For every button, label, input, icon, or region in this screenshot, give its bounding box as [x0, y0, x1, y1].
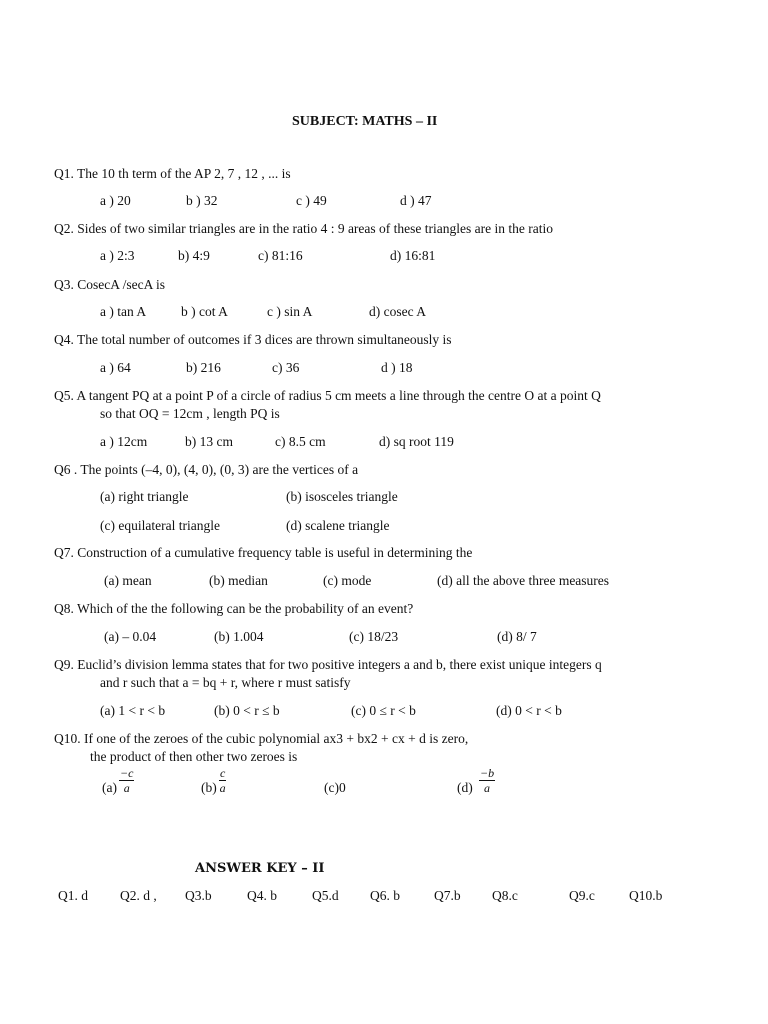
answer-item: Q8.c — [492, 888, 518, 903]
answer-item: Q3.b — [185, 888, 212, 903]
question-option: b ) 32 — [186, 193, 218, 208]
answer-item: Q7.b — [434, 888, 461, 903]
question-option: (b) 1.004 — [214, 629, 264, 644]
question-option: d) cosec A — [369, 304, 426, 319]
question-option: a ) 20 — [100, 193, 131, 208]
question-option: d ) 18 — [381, 360, 413, 375]
answer-item: Q1. d — [58, 888, 88, 903]
question-option: d) sq root 119 — [379, 434, 454, 449]
question-option: d ) 47 — [400, 193, 432, 208]
question-option: b ) cot A — [181, 304, 228, 319]
question-option: (b) — [201, 780, 217, 795]
question-text-continued: so that OQ = 12cm , length PQ is — [100, 406, 280, 421]
fraction-denominator: a — [219, 781, 226, 795]
answer-item: Q2. d , — [120, 888, 157, 903]
answer-item: Q6. b — [370, 888, 400, 903]
question-text: Q6 . The points (–4, 0), (4, 0), (0, 3) are the vertices of a — [54, 462, 359, 477]
question-option: (c) 0 ≤ r < b — [351, 703, 416, 718]
question-option: (c) equilateral triangle — [100, 518, 220, 533]
question-option: (d) 0 < r < b — [496, 703, 562, 718]
answer-item: Q4. b — [247, 888, 277, 903]
question-text: Q1. The 10 th term of the AP 2, 7 , 12 , ... is — [54, 166, 291, 181]
question-option: (c)0 — [324, 780, 346, 795]
page-title: SUBJECT: MATHS – II — [292, 114, 438, 129]
fraction — [219, 767, 226, 794]
question-option: (d) all the above three measures — [437, 573, 610, 588]
question-option: b) 4:9 — [178, 248, 210, 263]
answer-item: Q9.c — [569, 888, 595, 903]
question-option: (c) 18/23 — [349, 629, 399, 644]
question-text: Q10. If one of the zeroes of the cubic polynomial ax3 + bx2 + cx + d is zero, — [54, 731, 469, 746]
question-text: Q4. The total number of outcomes if 3 dices are thrown simultaneously is — [54, 332, 452, 347]
question-option: a ) tan A — [100, 304, 147, 319]
question-option: (a) – 0.04 — [104, 629, 157, 644]
question-option: c) 8.5 cm — [275, 434, 326, 449]
question-option: c) 81:16 — [258, 248, 303, 263]
question-option: (a) right triangle — [100, 489, 189, 504]
question-option: (d) 8/ 7 — [497, 629, 537, 644]
question-option: c) 36 — [272, 360, 300, 375]
question-text-continued: and r such that a = bq + r, where r must satisfy — [100, 675, 351, 690]
question-option: b) 216 — [186, 360, 221, 375]
question-option: a ) 12cm — [100, 434, 148, 449]
fraction-numerator: −c — [120, 766, 134, 780]
question-text: Q2. Sides of two similar triangles are in the ratio 4 : 9 areas of these triangles are in the ratio — [54, 221, 553, 236]
question-option: (a) 1 < r < b — [100, 703, 166, 718]
question-option: (d) — [457, 780, 473, 795]
question-option: (b) median — [209, 573, 268, 588]
fraction — [119, 767, 134, 794]
question-option: (c) mode — [323, 573, 372, 588]
question-option: a ) 64 — [100, 360, 131, 375]
fraction-denominator: a — [484, 781, 491, 795]
question-option: b) 13 cm — [185, 434, 233, 449]
question-option: d) 16:81 — [390, 248, 436, 263]
fraction-numerator: −b — [480, 766, 495, 780]
answer-item: Q5.d — [312, 888, 339, 903]
fraction-numerator: c — [220, 766, 226, 780]
question-option: (b) isosceles triangle — [286, 489, 398, 504]
answer-item: Q10.b — [629, 888, 663, 903]
fraction-denominator: a — [123, 781, 130, 795]
question-option: c ) sin A — [267, 304, 313, 319]
question-text: Q9. Euclid’s division lemma states that for two positive integers a and b, there exist unique integers q — [54, 657, 602, 672]
question-option: (b) 0 < r ≤ b — [214, 703, 280, 718]
question-option: a ) 2:3 — [100, 248, 135, 263]
question-text: Q7. Construction of a cumulative frequency table is useful in determining the — [54, 545, 473, 560]
question-text-continued: the product of then other two zeroes is — [90, 749, 298, 764]
question-text: Q8. Which of the the following can be the probability of an event? — [54, 601, 414, 616]
question-option: (a) — [102, 780, 117, 795]
question-option: (a) mean — [104, 573, 152, 588]
answer-key-title: ANSWER KEY – II — [195, 861, 325, 876]
question-option: (d) scalene triangle — [286, 518, 390, 533]
question-option: c ) 49 — [296, 193, 327, 208]
question-text: Q5. A tangent PQ at a point P of a circle of radius 5 cm meets a line through the centre O at a point Q — [54, 388, 601, 403]
question-text: Q3. CosecA /secA is — [54, 277, 165, 292]
fraction — [479, 767, 495, 794]
